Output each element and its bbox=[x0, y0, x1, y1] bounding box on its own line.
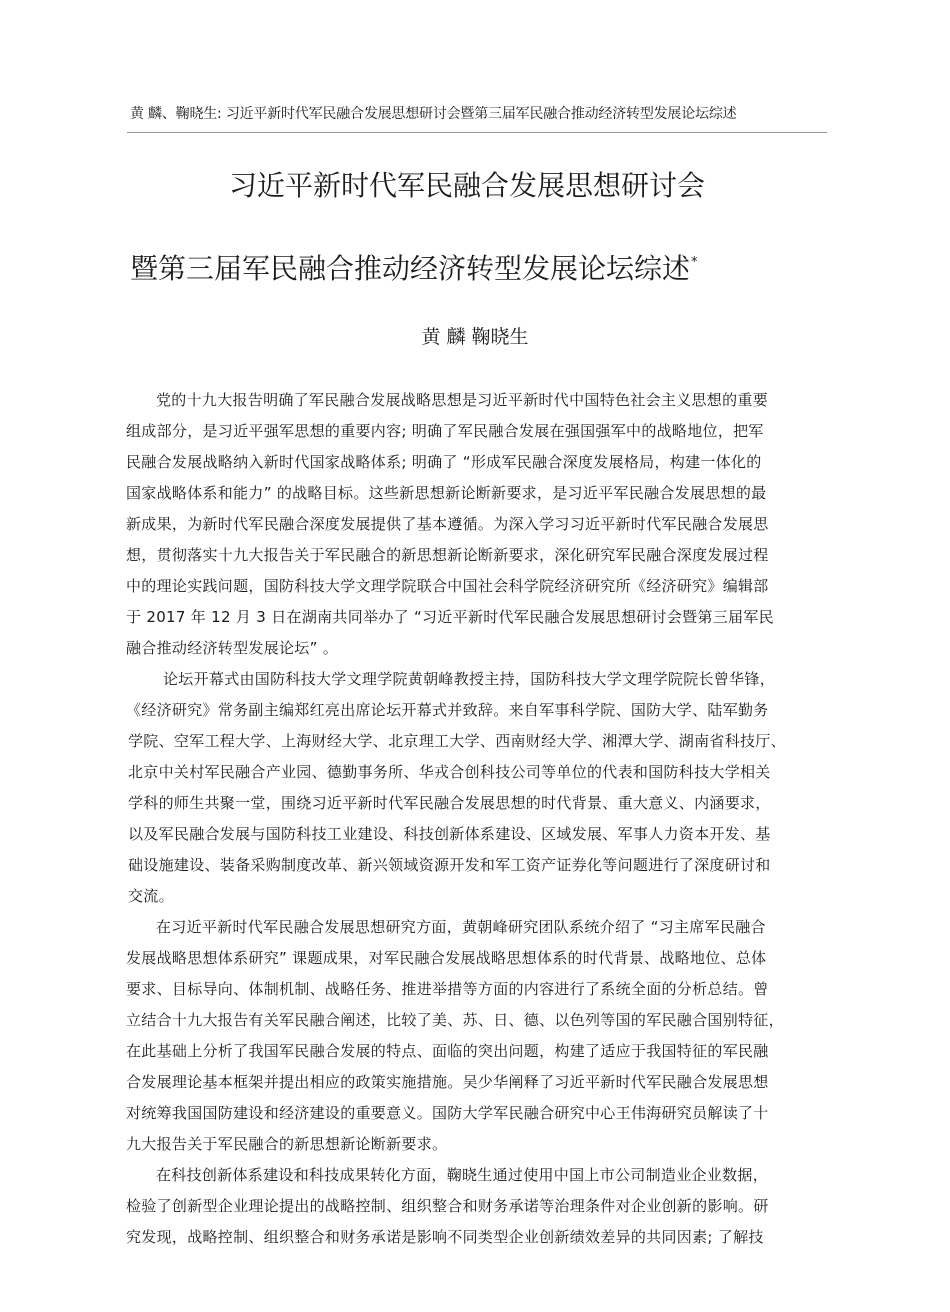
body-line: 合发展理论基本框架并提出相应的政策实施措施。吴少华阐释了习近平新时代军民融合发展思想 bbox=[126, 1073, 769, 1091]
author-list: 黄 麟 鞠晓生 bbox=[421, 326, 529, 348]
body-line: 北京中关村军民融合产业园、德勤事务所、华戎合创科技公司等单位的代表和国防科技大学相关 bbox=[128, 763, 771, 781]
body-line: 融合推动经济转型发展论坛” 。 bbox=[126, 639, 339, 657]
body-line: 于 2017 年 12 月 3 日在湖南共同举办了 “习近平新时代军民融合发展思想研讨会暨第三届军民 bbox=[126, 608, 774, 626]
body-line: 想，贯彻落实十九大报告关于军民融合的新思想新论断新要求，深化研究军民融合深度发展过程 bbox=[126, 546, 769, 564]
body-line: 发展战略思想体系研究” 课题成果，对军民融合发展战略思想体系的时代背景、战略地位、总体 bbox=[126, 949, 767, 967]
body-line: 国家战略体系和能力” 的战略目标。这些新思想新论断新要求，是习近平军民融合发展思想的最 bbox=[126, 484, 767, 502]
body-line: 《经济研究》常务副主编郑红亮出席论坛开幕式并致辞。来自军事科学院、国防大学、陆军勤务 bbox=[126, 701, 769, 719]
body-line: 础设施建设、装备采购制度改革、新兴领域资源开发和军工资产证券化等问题进行了深度研讨和 bbox=[128, 856, 771, 874]
body-line: 在科技创新体系建设和科技成果转化方面，鞠晓生通过使用中国上市公司制造业企业数据， bbox=[156, 1166, 769, 1184]
body-line: 党的十九大报告明确了军民融合发展战略思想是习近平新时代中国特色社会主义思想的重要 bbox=[156, 391, 769, 409]
body-line: 对统筹我国国防建设和经济建设的重要意义。国防大学军民融合研究中心王伟海研究员解读了十 bbox=[126, 1104, 769, 1122]
body-line: 学院、空军工程大学、上海财经大学、北京理工大学、西南财经大学、湘潭大学、湖南省科技厅、 bbox=[128, 732, 786, 750]
body-line: 九大报告关于军民融合的新思想新论断新要求。 bbox=[126, 1135, 448, 1153]
article-body bbox=[126, 385, 846, 1253]
body-line: 民融合发展战略纳入新时代国家战略体系; 明确了 “形成军民融合深度发展格局，构建一体化的 bbox=[126, 453, 762, 471]
title-footnote-mark: * bbox=[691, 255, 698, 270]
body-line: 立结合十九大报告有关军民融合阐述，比较了美、苏、日、德、以色列等国的军民融合国别特征， bbox=[126, 1011, 784, 1029]
body-line: 究发现，战略控制、组织整合和财务承诺是影响不同类型企业创新绩效差异的共同因素; 了解技 bbox=[126, 1228, 764, 1246]
running-header: 黄 麟、鞠晓生: 习近平新时代军民融合发展思想研讨会暨第三届军民融合推动经济转型发展论坛综述 bbox=[130, 106, 737, 122]
body-line: 学科的师生共聚一堂，围绕习近平新时代军民融合发展思想的时代背景、重大意义、内涵要求， bbox=[128, 794, 771, 812]
body-line: 交流。 bbox=[128, 887, 174, 905]
body-line: 新成果，为新时代军民融合深度发展提供了基本遵循。为深入学习习近平新时代军民融合发展思 bbox=[126, 515, 769, 533]
body-line: 检验了创新型企业理论提出的战略控制、组织整合和财务承诺等治理条件对企业创新的影响。研 bbox=[126, 1197, 769, 1215]
body-line: 组成部分，是习近平强军思想的重要内容; 明确了军民融合发展在强国强军中的战略地位，把军 bbox=[126, 422, 764, 440]
body-line: 在习近平新时代军民融合发展思想研究方面，黄朝峰研究团队系统介绍了 “习主席军民融合 bbox=[156, 918, 766, 936]
body-line: 中的理论实践问题，国防科技大学文理学院联合中国社会科学院经济研究所《经济研究》编辑部 bbox=[126, 577, 769, 595]
article-title-line-1: 习近平新时代军民融合发展思想研讨会 bbox=[229, 169, 706, 202]
body-line: 在此基础上分析了我国军民融合发展的特点、面临的突出问题，构建了适应于我国特征的军民融 bbox=[126, 1042, 769, 1060]
article-title-line-2 bbox=[130, 249, 698, 289]
article-title-line-2-text: 暨第三届军民融合推动经济转型发展论坛综述 bbox=[130, 252, 691, 285]
body-line: 论坛开幕式由国防科技大学文理学院黄朝峰教授主持，国防科技大学文理学院院长曾华锋， bbox=[163, 670, 776, 688]
body-line: 以及军民融合发展与国防科技工业建设、科技创新体系建设、区域发展、军事人力资本开发、基 bbox=[128, 825, 771, 843]
body-line: 要求、目标导向、体制机制、战略任务、推进举措等方面的内容进行了系统全面的分析总结。曾 bbox=[126, 980, 769, 998]
header-divider bbox=[127, 132, 827, 133]
